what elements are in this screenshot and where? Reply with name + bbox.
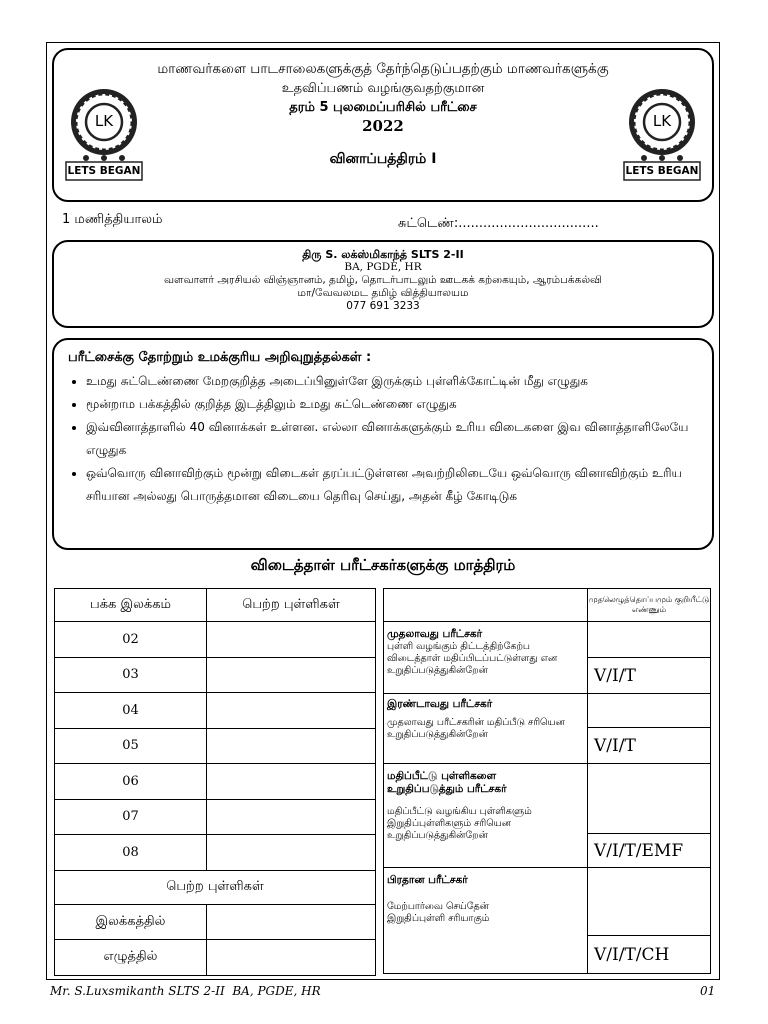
examiner-1-cell	[384, 622, 588, 694]
signature-cell[interactable]	[588, 622, 711, 658]
logo-letters: LK	[94, 112, 114, 130]
logo-caption: LETS BEGAN	[625, 165, 699, 177]
marks-cell[interactable]	[207, 799, 376, 835]
paper-title: வினாப்பத்திரம் I	[329, 151, 437, 167]
examiner-2-title: இரண்டாவது பரீட்சகர்	[387, 698, 493, 710]
signature-cell[interactable]	[588, 764, 711, 834]
examiner-1-title: முதலாவது பரீட்சகர்	[387, 628, 483, 640]
blank-header	[384, 589, 588, 622]
examiner-3-title: மதிப்பீட்டு புள்ளிகளை உறுதிப்படுத்தும் பரீட்சகர்	[387, 770, 507, 795]
instructions-list	[68, 370, 698, 508]
marks-cell[interactable]	[207, 728, 376, 764]
total-words-cell[interactable]	[207, 940, 376, 976]
page-number-cell: 04	[55, 693, 207, 729]
in-words-label: எழுத்தில்	[55, 940, 207, 976]
in-digits-label: இலக்கத்தில்	[55, 904, 207, 940]
code-cell: V/I/T/CH	[588, 936, 711, 974]
author-phone: 077 691 3233	[346, 300, 420, 312]
code-cell: V/I/T	[588, 658, 711, 694]
chief-examiner-cell	[384, 868, 588, 974]
header-year: 2022	[362, 117, 404, 135]
marks-cell[interactable]	[207, 835, 376, 871]
right-logo	[620, 62, 704, 182]
logo-caption: LETS BEGAN	[67, 165, 141, 177]
header-text	[150, 60, 616, 169]
marks-cell[interactable]	[207, 622, 376, 658]
author-box	[52, 240, 714, 328]
instruction-item: • இவ்வினாத்தாளில் 40 வினாக்கள் உள்ளன. எல்லா வினாக்களுக்கும் உரிய விடைகளை இவ வினாத்தாளிலேயே எழுதுக	[86, 416, 698, 462]
chief-examiner-desc: மேற்பார்வை செய்தேன் இறுதிப்புள்ளி சரியாகும்	[387, 901, 490, 924]
signature-cell[interactable]	[588, 868, 711, 936]
col-marks: பெற்ற புள்ளிகள்	[207, 589, 376, 622]
instructions-box	[52, 338, 714, 550]
author-school: மா/வேவலமட தமிழ் வித்தியாலயம	[297, 287, 469, 299]
page-number-cell: 07	[55, 799, 207, 835]
code-cell: V/I/T/EMF	[588, 834, 711, 868]
author-name: திரு S. லக்ஸ்மிகாந்த் SLTS 2-II	[302, 248, 464, 261]
col-page-number: பக்க இலக்கம்	[55, 589, 207, 622]
examiner-2-cell	[384, 694, 588, 764]
examiner-1-desc: புள்ளி வழங்கும் திட்டத்திற்கேற்ப விடைத்தாள் மதிப்பிடப்பட்டுள்ளது என உறுதிப்படுத்துகின்றேன்	[387, 641, 558, 676]
page-number: 01	[700, 984, 716, 998]
chief-examiner-title: பிரதான பரீட்சகர்	[387, 874, 468, 886]
marks-cell[interactable]	[207, 693, 376, 729]
total-digits-cell[interactable]	[207, 904, 376, 940]
examiner-2-desc: முதலாவது பரீட்சகரின் மதிப்பீடு சரியென உறுதிப்படுத்துகின்றேன்	[387, 717, 565, 740]
page-number-cell: 06	[55, 764, 207, 800]
corner-header: முதலெழுத்தொப்பமும் குறியீட்டு எண்ணும்	[588, 589, 711, 622]
examiner-3-cell	[384, 764, 588, 868]
page-number-cell: 02	[55, 622, 207, 658]
marks-table	[54, 588, 376, 976]
index-number-field[interactable]: சுட்டெண்:..................................	[398, 216, 599, 231]
page-number-cell: 05	[55, 728, 207, 764]
code-cell: V/I/T	[588, 728, 711, 764]
instruction-item: • உமது சுட்டெண்ணை மேறகுறித்த அடைப்பினுள்ளே இருக்கும் புள்ளிக்கோட்டின் மீது எழுதுக	[86, 370, 698, 393]
total-marks-label: பெற்ற புள்ளிகள்	[55, 870, 376, 904]
examiner-table	[383, 588, 711, 974]
duration: 1 மணித்தியாலம்	[62, 212, 163, 227]
instruction-item: • மூன்றாம பக்கத்தில் குறித்த இடத்திலும் உமது சுட்டெண்ணை எழுதுக	[86, 393, 698, 416]
instructions-title: பரீட்சைக்கு தோற்றும் உமக்குரிய அறிவுறுத்தல்கள் :	[68, 350, 372, 365]
header-line1: மாணவர்களை பாடசாலைகளுக்குத் தேர்ந்தெடுப்பதற்கும் மாணவர்களுக்கு	[157, 61, 609, 77]
footer-author: Mr. S.Luxsmikanth SLTS 2-II BA, PGDE, HR	[50, 984, 321, 998]
left-logo	[62, 62, 146, 182]
page-number-cell: 08	[55, 835, 207, 871]
author-role: வளவாளர் அரசியல் விஞ்ஞானம், தமிழ், தொடர்பாடலும் ஊடகக் கற்கையும், ஆரம்பக்கல்வி	[164, 274, 602, 286]
header-line3: தரம் 5 புலமைப்பரிசில் பரீட்சை	[289, 100, 477, 115]
author-quals: BA, PGDE, HR	[344, 261, 422, 273]
signature-cell[interactable]	[588, 694, 711, 728]
marks-cell[interactable]	[207, 657, 376, 693]
instruction-item: • ஒவ்வொரு வினாவிற்கும் மூன்று விடைகள் தரப்பட்டுள்ளன அவற்றிலிடையே ஒவ்வொரு வினாவிற்கும் உரிய சரியான அல்லது பொருத்தமான விடையை தெரிவு செய்து, அதன் கீழ் கோடிடுக	[86, 462, 698, 508]
examiner-3-desc: மதிப்பீட்டு வழங்கிய புள்ளிகளும் இறுதிப்புள்ளிகளும் சரியென உறுதிப்படுத்துகின்றேன்	[387, 806, 532, 841]
examiner-title: விடைத்தாள் பரீட்சகர்களுக்கு மாத்திரம்	[250, 556, 516, 574]
marks-cell[interactable]	[207, 764, 376, 800]
header-line2: உதவிப்பணம் வழங்குவதற்குமான	[281, 81, 485, 96]
page-number-cell: 03	[55, 657, 207, 693]
logo-letters: LK	[652, 112, 672, 130]
